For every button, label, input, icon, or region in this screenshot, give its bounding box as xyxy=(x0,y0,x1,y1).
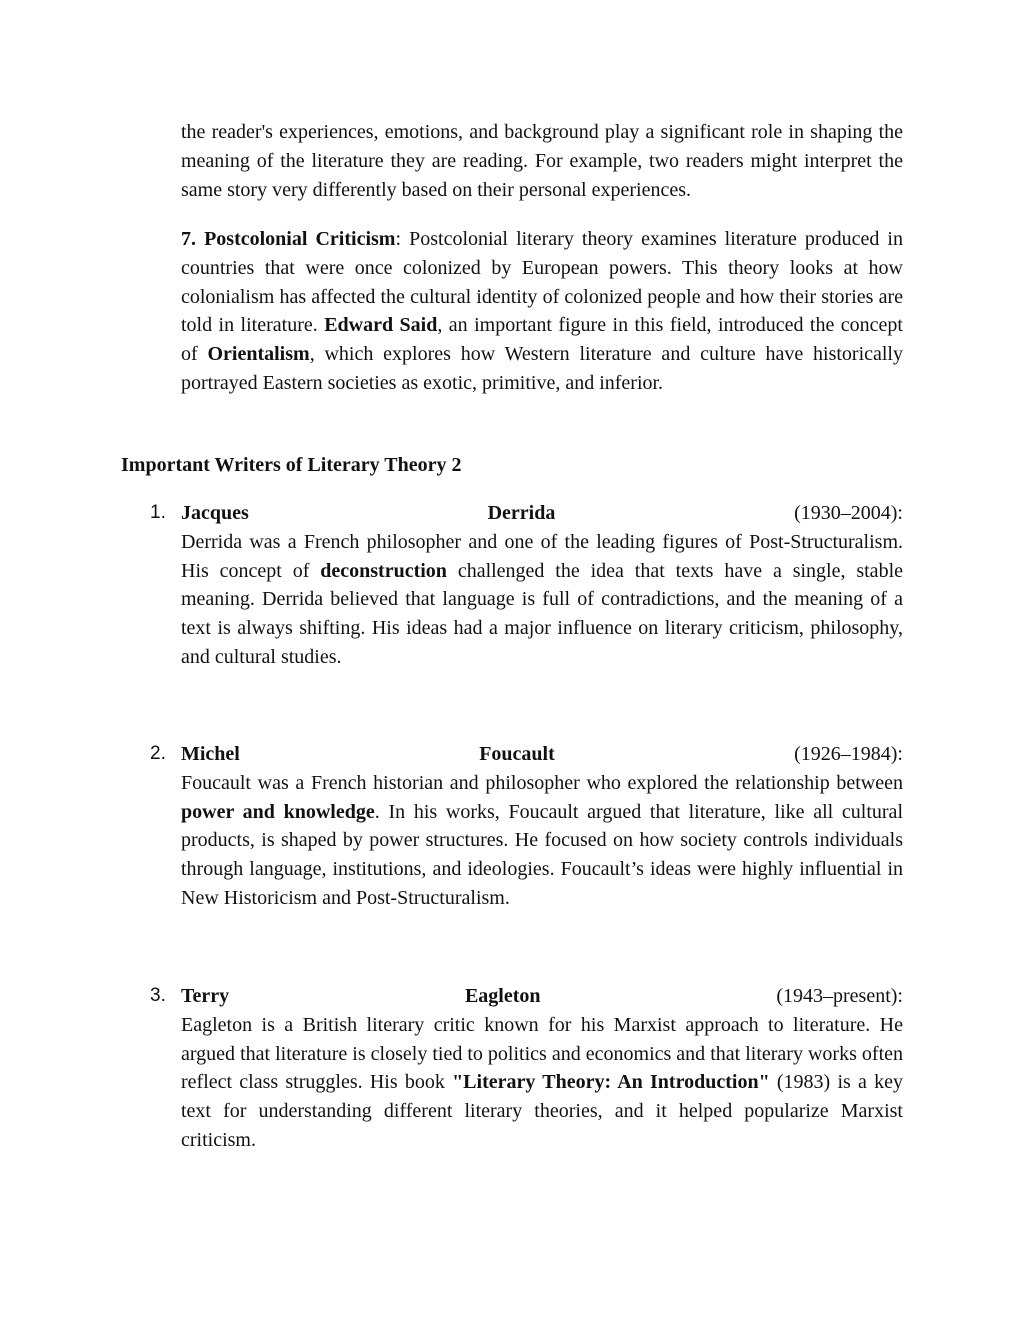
writer-last-name: Eagleton xyxy=(464,985,541,1007)
writer-text-2: . In his works, Foucault argued that literature, like all cultural products, is shaped by power structures. He focused on how society controls individuals through language, institutions, and ideologies. Foucault’s ideas were highly influential in New Historicism and Post-Structuralism. xyxy=(181,800,903,909)
writer-years: (1926–1984): xyxy=(794,743,903,765)
edward-said-name: Edward Said xyxy=(324,314,438,337)
intro-paragraph: the reader's experiences, emotions, and background play a significant role in shaping the meaning of the literature they are reading. For example, two readers might interpret the same story very differently based on their personal experiences. xyxy=(181,121,903,201)
writer-title-line xyxy=(181,982,903,1011)
writer-last-name: Foucault xyxy=(479,743,555,765)
writer-last-name: Derrida xyxy=(487,502,556,524)
writer-text-1: Eagleton is a British literary critic known for his Marxist approach to literature. He argued that literature is closely tied to politics and economics and that literary works often reflect class struggles. His book xyxy=(181,1013,903,1094)
writer-text-1: Derrida was a French philosopher and one of the leading figures of Post-Structuralism. His concept of xyxy=(181,530,903,582)
postcolonial-text-2: , an important figure in this field, introduced the concept of xyxy=(181,314,903,366)
writer-description xyxy=(181,769,903,913)
postcolonial-term: 7. Postcolonial Criticism xyxy=(181,228,396,250)
writer-text-2: challenged the idea that texts have a single, stable meaning. Derrida believed that language is full of contradictions, and the meaning of a text is always shifting. His ideas had a major influence on literary criticism, philosophy, and cultural studies. xyxy=(181,559,903,668)
writer-years: (1930–2004): xyxy=(794,502,903,524)
list-number: 2. xyxy=(150,743,166,764)
writer-description xyxy=(181,1011,903,1155)
writer-text-1: Foucault was a French historian and philosopher who explored the relationship between xyxy=(181,771,903,794)
writer-bold-term: power and knowledge xyxy=(181,800,375,823)
postcolonial-text-1: : Postcolonial literary theory examines literature produced in countries that were once colonized by European powers. This theory looks at how colonialism has affected the cultural identity of colonized people and how their stories are told in literature. xyxy=(181,228,903,337)
writer-text-2: (1983) is a key text for understanding different literary theories, and it helped popularize Marxist criticism. xyxy=(181,1071,903,1151)
writer-years: (1943–present): xyxy=(776,985,903,1007)
writer-title-line xyxy=(181,740,903,769)
writer-body xyxy=(181,982,903,1155)
writer-bold-term: "Literary Theory: An Introduction" xyxy=(452,1071,770,1094)
postcolonial-paragraph xyxy=(181,225,903,398)
writer-description xyxy=(181,528,903,672)
list-number: 1. xyxy=(150,502,166,523)
writer-title-line xyxy=(181,499,903,528)
writer-first-name: Jacques xyxy=(181,502,249,524)
writer-body xyxy=(181,499,903,672)
orientalism-term: Orientalism xyxy=(207,343,310,366)
list-number: 3. xyxy=(150,985,166,1006)
postcolonial-text-3: , which explores how Western literature and culture have historically portrayed Eastern societies as exotic, primitive, and inferior. xyxy=(181,343,903,394)
writer-body xyxy=(181,740,903,913)
writer-bold-term: deconstruction xyxy=(320,559,447,582)
writer-first-name: Terry xyxy=(181,985,230,1007)
section-heading: Important Writers of Literary Theory 2 xyxy=(121,454,462,476)
writer-first-name: Michel xyxy=(181,743,240,765)
